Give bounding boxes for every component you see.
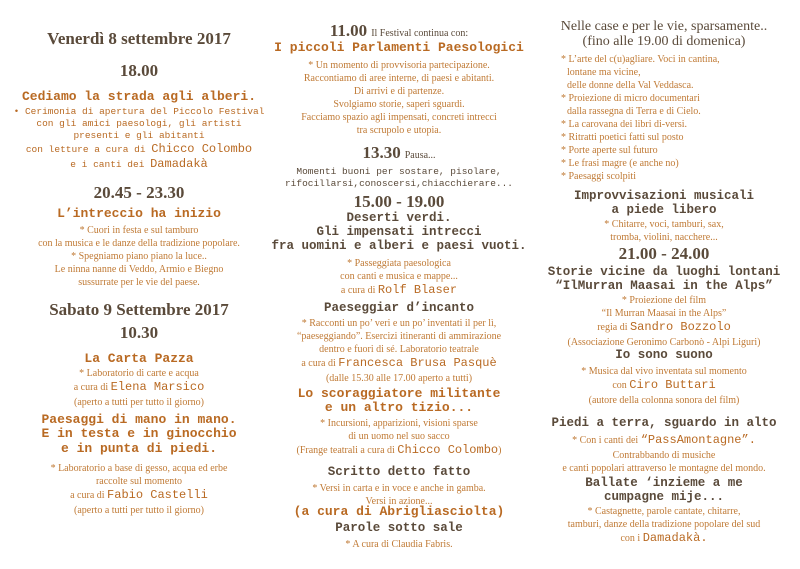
desc-line: raccolte sul momento [95,476,183,487]
event-description-scoraggiatore [268,417,530,459]
desc-line: tra scrupolo e utopia. [356,125,442,136]
event-description-intreccio [12,224,266,289]
desc-line: * Versi in carta e in voce e anche in gamba. [312,483,486,494]
column-3 [533,0,795,569]
event-title-improvvisazioni [533,190,795,218]
activities-list [533,53,795,183]
desc-line: a cura di Elena Marsico [73,380,205,394]
desc-line: Versi in azione... [365,496,433,507]
desc-line: (Frange teatrali a cura di Chicco Colombo) [296,443,502,457]
desc-line: (aperto a tutti per tutto il giorno) [74,504,204,516]
day-heading-friday: Venerdì 8 settembre 2017 [47,29,231,48]
person-name: Elena Marsico [110,380,205,394]
desc-line: Facciamo spazio agli impensati, concreti intrecci [301,112,497,123]
event-title-scoraggiatore [268,387,530,416]
list-item: * La carovana dei libri di-versi. [561,119,688,130]
desc-line: a cura di Fabio Castelli [70,488,208,502]
desc-line: * Racconti un po’ veri e un po’ inventati il per lì, [301,318,497,329]
time-18-00: 18.00 [119,61,159,80]
event-title-deserti [268,212,530,253]
time-21-00: 21.00 - 24.00 [618,244,710,263]
person-name: Rolf Blaser [377,283,458,297]
title-line: e un altro tizio... [324,400,474,416]
person-name: Ciro Buttari [629,378,716,392]
event-title-parole: Parole sotto sale [335,521,463,535]
desc-line: di un uomo nel suo sacco [348,431,450,442]
person-name: Francesca Brusa Pasquè [338,356,497,370]
title-line: cumpagne mije... [603,489,725,504]
event-title-carta-pazza: La Carta Pazza [84,351,194,366]
title-line: Deserti verdi. [346,211,452,225]
title-line: Lo scoraggiatore militante [297,386,501,401]
title-line: fra uomini e alberi e paesi vuoti. [271,238,527,253]
event-description-piedi-a-terra [533,433,795,475]
event-description-storie [533,294,795,349]
time-13-30: 13.30 [362,143,401,162]
event-description-improvvisazioni [533,218,795,244]
list-item: * Proiezione di micro documentari [561,93,700,104]
event-description-parlamenti [268,59,530,137]
desc-line: * Con i canti dei “PassAmontagne”. [572,433,756,447]
event-title-ballate [533,477,795,505]
time-11-00: 11.00 [329,21,368,40]
event-description-io-sono-suono [533,365,795,407]
event-description-parole: * A cura di Claudia Fabris. [345,539,453,550]
desc-line: * Musica dal vivo inventata sul momento [581,366,747,377]
desc-line: regia di Sandro Bozzolo [597,320,731,334]
desc-line: Contrabbando di musiche [612,449,716,461]
title-line: e in punta di piedi. [60,440,218,456]
desc-line: a cura di Francesca Brusa Pasquè [301,356,497,370]
list-item: * Le frasi magre (e anche no) [561,158,679,169]
desc-line: * Passeggiata paesologica [347,258,451,269]
desc-line: rifocillarsi,conoscersi,chiacchierare... [284,177,514,189]
desc-line: * Chitarre, voci, tamburi, sax, [604,219,724,230]
title-line: “IlMurran Maasai in the Alps” [555,278,773,293]
desc-line: con letture a cura di Chicco Colombo [25,141,253,156]
section-heading-sparsamente [533,20,795,49]
desc-line: sussurrate per le vie del paese. [78,277,200,288]
event-description-ballate [533,505,795,547]
desc-line: presenti e gli abitanti [73,129,205,141]
list-item: * Ritratti poetici fatti sul posto [561,132,684,143]
event-description-paeseggiar [268,317,530,385]
desc-line: (dalle 15.30 alle 17.00 aperto a tutti) [325,372,473,384]
desc-line: Svolgiamo storie, saperi sguardi. [333,99,465,110]
person-name: Sandro Bozzolo [629,320,731,334]
day-heading-saturday: Sabato 9 Settembre 2017 [49,300,229,319]
event-credit-abrigliasciolta: (a cura di Abrigliasciolta) [293,504,505,519]
desc-line: con i Damadakà. [620,531,708,545]
event-description-paesaggi [12,462,266,517]
desc-line: * Spegniamo piano piano la luce.. [71,251,207,262]
desc-line: “paeseggiando”. Esercizi itineranti di ammirazione [296,331,502,342]
column-2 [268,0,530,569]
title-line: Gli impensati intrecci [316,224,482,239]
title-line: E in testa e in ginocchio [41,426,237,442]
desc-line: dentro e fuori di sé. Laboratorio teatrale [319,344,479,355]
desc-line: Raccontiamo di aree interne, di paesi e abitanti. [303,73,495,84]
list-item: * L’arte del c(u)agliare. Voci in cantina, [561,54,720,65]
time-13-30-label: Pausa... [404,150,436,161]
desc-line: e canti popolari attraverso le montagne del mondo. [562,462,766,474]
desc-line: (Associazione Geronimo Carbonò - Alpi Liguri) [567,336,761,348]
desc-line: * Un momento di provvisoria partecipazione. [308,60,490,71]
desc-line: con gli amici paesologi, gli artisti [36,117,242,129]
event-title-scritto: Scritto detto fatto [327,465,471,479]
desc-line: tromba, violini, nacchere... [610,232,718,243]
title-line: a piede libero [611,202,717,217]
event-title-paeseggiar: Paeseggiar d’incanto [323,301,475,315]
heading-line: (fino alle 19.00 di domenica) [582,33,746,49]
desc-line: Di arrivi e di partenze. [353,86,445,97]
time-13-30-heading [268,144,530,163]
event-title-storie [533,266,795,294]
event-title-parlamenti: I piccoli Parlamenti Paesologici [274,40,524,55]
event-description-pausa [268,166,530,190]
heading-line: Nelle case e per le vie, sparsamente.. [560,19,768,34]
group-name: Damadakà [150,156,208,171]
list-item: * Porte aperte sul futuro [561,145,658,156]
event-title-io-sono-suono: Io sono suono [615,348,713,362]
desc-line: • Cerimonia di apertura del Piccolo Festival [13,106,265,117]
title-line: Improvvisazioni musicali [573,189,755,203]
desc-line: * Laboratorio di carte e acqua [79,368,199,379]
desc-line: * Cuori in festa e sul tamburo [79,225,199,236]
event-title-piedi-a-terra: Piedi a terra, sguardo in alto [551,416,777,430]
title-line: Ballate ‘inzieme a me [585,476,743,490]
title-line: Paesaggi di mano in mano. [41,412,237,427]
desc-line: “Il Murran Maasai in the Alps” [601,308,727,319]
time-11-00-heading [268,22,530,41]
desc-line: tamburi, danze della tradizione popolare del sud [567,519,761,530]
person-name: Fabio Castelli [107,488,208,502]
desc-line: a cura di Rolf Blaser [340,283,458,297]
time-10-30: 10.30 [119,323,159,342]
event-description-deserti [268,257,530,299]
desc-line: con la musica e le danze della tradizione popolare. [38,238,240,249]
desc-line: * Incursioni, apparizioni, visioni sparse [320,418,478,429]
desc-line: Le ninna nanne di Veddo, Armio e Biegno [54,264,224,275]
time-15-00: 15.00 - 19.00 [353,192,445,211]
person-name: Chicco Colombo [151,141,253,156]
event-title-cediamo: Cediamo la strada agli alberi. [21,89,257,104]
time-20-45: 20.45 - 23.30 [93,183,185,202]
desc-line: * Castagnette, parole cantate, chitarre, [587,506,741,517]
desc-line: con Ciro Buttari [612,378,716,392]
title-line: Storie vicine da luoghi lontani [547,265,781,279]
group-name: Damadakà. [642,531,708,545]
list-item: delle donne della Val Veddasca. [567,80,694,91]
time-11-00-label: Il Festival continua con: [371,28,469,39]
list-item: lontane ma vicine, [567,67,641,78]
person-name: Chicco Colombo [397,443,499,457]
desc-line: * Laboratorio a base di gesso, acqua ed erbe [50,463,228,474]
desc-line: Momenti buoni per sostare, pisolare, [296,166,502,177]
event-description-cediamo [12,106,266,172]
list-item: dalla rassegna di Terra e di Cielo. [567,106,701,117]
event-title-intreccio: L’intreccio ha inizio [57,206,221,221]
event-description-carta-pazza [12,367,266,409]
column-1 [12,0,266,569]
desc-line: * Proiezione del film [621,295,707,306]
list-item: * Paesaggi scolpiti [561,171,636,182]
event-title-paesaggi [12,413,266,456]
group-name: “PassAmontagne”. [640,433,756,447]
desc-line: (autore della colonna sonora del film) [588,394,740,406]
desc-line: e i canti dei Damadakà [70,156,208,171]
desc-line: con canti e musica e mappe... [340,271,458,282]
desc-line: (aperto a tutti per tutto il giorno) [74,396,204,408]
